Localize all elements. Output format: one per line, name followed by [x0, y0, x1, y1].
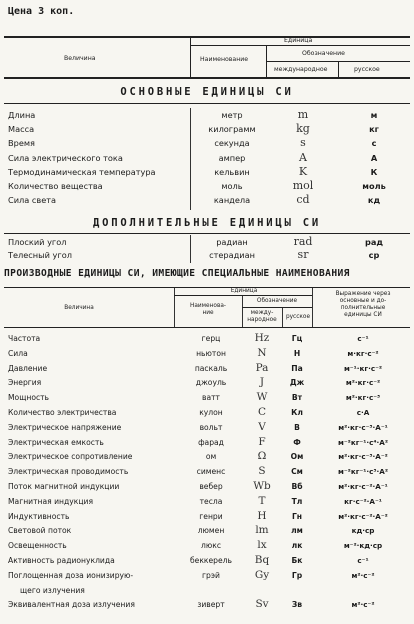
table-row — [0, 509, 414, 526]
table-row — [0, 494, 414, 511]
cell-nm: беккерель — [189, 556, 233, 565]
cell-rus: Ом — [290, 452, 304, 462]
cell-expr: м⁻¹·кг·с⁻² — [343, 363, 383, 373]
derived-header-designation: Обозначение — [256, 298, 298, 304]
derived-table-header — [4, 287, 410, 327]
cell-intl: lm — [255, 524, 269, 537]
cell-rus: Н — [293, 348, 301, 358]
cell-rus: лк — [291, 541, 303, 551]
cell-expr: кг·с⁻²·А⁻¹ — [344, 496, 382, 506]
cell-intl: W — [256, 391, 268, 404]
table-row — [0, 568, 414, 585]
cell-rus: Гн — [291, 511, 303, 521]
derived-header-quantity: Величина — [64, 305, 94, 311]
cell-nm: метр — [221, 110, 243, 120]
base-table-header — [4, 36, 410, 78]
price-label: Цена 3 коп. — [8, 6, 75, 17]
cell-intl: Ω — [257, 450, 267, 463]
header-russian: русское — [354, 66, 380, 73]
cell-name: Поглощенная доза ионизирую- — [8, 570, 134, 580]
table-row — [0, 124, 414, 139]
cell-expr: м²·с⁻² — [351, 600, 375, 610]
cell-rus: Вб — [291, 482, 303, 491]
cell-name: Поток магнитной индукции — [8, 482, 120, 491]
cell-rus: Зв — [291, 600, 303, 610]
cell-nm: джоуль — [195, 378, 227, 388]
table-row — [0, 346, 414, 363]
cell-nm: паскаль — [194, 363, 228, 373]
cell-nm: секунда — [214, 138, 250, 149]
cell-name: Индуктивность — [8, 511, 70, 521]
cell-name: Электрическая емкость — [8, 437, 104, 447]
table-row — [0, 195, 414, 210]
cell-expr: м⁻²кг⁻¹·с³·А² — [338, 467, 388, 477]
cell-rus: Дж — [289, 378, 305, 388]
cell-intl: Gy — [254, 568, 270, 581]
cell-intl: Bq — [254, 554, 270, 566]
cell-intl: A — [299, 150, 307, 164]
cell-name: Количество вещества — [8, 181, 103, 191]
cell-intl: H — [257, 509, 267, 522]
cell-expr: м·кг·с⁻² — [347, 348, 379, 358]
cell-expr: м²·кг·с⁻²·А⁻² — [338, 511, 388, 521]
table-row — [0, 482, 414, 496]
derived-header-russian: русское — [285, 314, 311, 320]
cell-name: Сила электрического тока — [8, 152, 123, 163]
divider — [4, 233, 410, 234]
column-divider — [190, 235, 191, 263]
cell-intl: F — [258, 435, 266, 448]
table-row — [0, 138, 414, 153]
cell-intl: C — [257, 406, 267, 418]
table-row — [0, 250, 414, 265]
cell-nm: фарад — [198, 437, 224, 447]
cell-nm: вольт — [199, 422, 223, 432]
cell-rus: См — [291, 467, 303, 477]
cell-name: Телесный угол — [8, 250, 72, 260]
cell-nm: грэй — [202, 570, 220, 580]
cell-expr: м⁻²·кд·ср — [343, 541, 383, 551]
table-row — [0, 150, 414, 168]
cell-intl: N — [257, 346, 267, 359]
cell-rus: К — [370, 166, 378, 177]
cell-expr: м²·с⁻² — [351, 570, 375, 580]
cell-name: Электрическая проводимость — [8, 467, 129, 477]
cell-name: Мощность — [8, 393, 50, 403]
table-row — [0, 110, 414, 125]
header-name: Наименование — [200, 56, 249, 63]
cell-name: Электрическое сопротивление — [8, 452, 133, 462]
cell-nm: сименс — [196, 467, 226, 477]
cell-intl: Sv — [255, 598, 269, 611]
cell-rus: моль — [362, 181, 386, 191]
cell-nm: зиверт — [197, 600, 225, 610]
derived-header-expression: Выражение через основные и до- полнительные единицы СИ — [335, 291, 391, 318]
cell-nm: кулон — [199, 408, 223, 417]
cell-rus: Кл — [291, 408, 303, 417]
cell-nm: кельвин — [214, 166, 250, 177]
cell-name: Сила света — [8, 195, 57, 206]
table-row — [0, 556, 414, 570]
supp-section-title: ДОПОЛНИТЕЛЬНЫЕ ЕДИНИЦЫ СИ — [92, 217, 322, 229]
cell-rus: Гц — [291, 334, 303, 343]
cell-rus: Ф — [293, 437, 301, 447]
derived-header-international: между- народное — [247, 310, 277, 323]
cell-rus: Вт — [291, 393, 303, 403]
cell-expr: м²·кг·с⁻²·А⁻¹ — [338, 482, 388, 491]
cell-name: Освещенность — [8, 541, 67, 551]
cell-nm: герц — [201, 334, 221, 343]
cell-rus: Бк — [291, 556, 303, 565]
cell-rus: ср — [368, 250, 380, 260]
cell-name: Энергия — [8, 378, 42, 388]
cell-intl: J — [259, 376, 265, 389]
cell-expr: с⁻¹ — [357, 556, 369, 565]
cell-rus: А — [370, 152, 378, 163]
cell-rus: лм — [291, 526, 303, 536]
cell-name: щего излучения — [20, 585, 85, 595]
base-section-title: ОСНОВНЫЕ ЕДИНИЦЫ СИ — [120, 86, 294, 98]
cell-name: Масса — [8, 124, 35, 135]
table-row — [0, 600, 414, 614]
cell-nm: вебер — [199, 482, 223, 491]
cell-intl: kg — [296, 122, 310, 136]
derived-section-title: ПРОИЗВОДНЫЕ ЕДИНИЦЫ СИ, ИМЕЮЩИЕ СПЕЦИАЛЬНЫЕ НАИМЕНОВАНИЯ — [4, 268, 350, 279]
cell-expr: м²·кг·с⁻³ — [345, 393, 381, 403]
cell-nm: килограмм — [208, 124, 256, 135]
table-row — [0, 586, 414, 600]
cell-name: Частота — [8, 334, 41, 343]
cell-name: Электрическое напряжение — [8, 422, 122, 432]
cell-name: Время — [8, 138, 35, 149]
table-row — [0, 420, 414, 437]
cell-nm: кандела — [213, 195, 251, 206]
cell-rus: В — [294, 422, 300, 432]
table-row — [0, 435, 414, 452]
header-quantity: Величина — [64, 55, 96, 62]
cell-intl: cd — [296, 193, 310, 207]
cell-nm: генри — [199, 511, 223, 521]
cell-name: Количество электричества — [8, 408, 117, 417]
cell-rus: кг — [369, 124, 379, 135]
table-row — [0, 378, 414, 392]
cell-expr: с⁻¹ — [357, 334, 369, 343]
divider — [4, 103, 410, 104]
derived-header-unit: Единица — [230, 288, 258, 294]
cell-intl: m — [297, 108, 309, 121]
derived-header-name: Наименова- ние — [189, 303, 226, 316]
cell-intl: sr — [297, 248, 309, 261]
cell-rus: кд — [367, 195, 381, 206]
cell-rus: Тл — [291, 496, 303, 506]
cell-nm: моль — [221, 181, 243, 191]
cell-nm: ом — [205, 452, 217, 462]
cell-nm: стерадиан — [209, 250, 255, 260]
table-row — [0, 361, 414, 378]
cell-rus: Гр — [291, 570, 303, 580]
cell-expr: м⁻²кг⁻¹·с⁴·А² — [338, 437, 388, 447]
cell-intl: lx — [257, 539, 267, 552]
cell-intl: Hz — [254, 332, 270, 344]
table-row — [0, 334, 414, 348]
cell-nm: радиан — [216, 237, 248, 247]
cell-rus: Па — [291, 363, 303, 373]
table-row — [0, 467, 414, 481]
cell-expr: м²·кг·с⁻³·А⁻¹ — [338, 422, 388, 432]
cell-nm: люкс — [200, 541, 221, 551]
cell-nm: ампер — [218, 152, 246, 163]
cell-expr: м²·кг·с⁻² — [345, 378, 381, 388]
table-row — [0, 526, 414, 540]
cell-name: Активность радионуклида — [8, 556, 115, 565]
cell-intl: K — [298, 164, 308, 178]
cell-expr: кд·ср — [351, 526, 375, 536]
cell-intl: S — [258, 465, 266, 478]
table-row — [0, 393, 414, 407]
cell-rus: рад — [365, 237, 383, 247]
table-row — [0, 164, 414, 182]
cell-name: Давление — [8, 363, 48, 373]
cell-nm: ньютон — [196, 348, 226, 358]
cell-name: Эквивалентная доза излучения — [8, 600, 135, 610]
column-divider — [190, 108, 191, 210]
cell-intl: V — [258, 420, 266, 433]
header-unit: Единица — [284, 37, 313, 44]
cell-nm: ватт — [202, 393, 220, 403]
table-row — [0, 541, 414, 555]
cell-name: Термодинамическая температура — [8, 166, 156, 177]
cell-name: Магнитная индукция — [8, 496, 94, 506]
table-row — [0, 452, 414, 466]
table-row — [0, 408, 414, 422]
cell-intl: Pa — [255, 361, 269, 374]
header-designation: Обозначение — [302, 50, 345, 57]
cell-name: Сила — [8, 348, 28, 358]
cell-nm: люмен — [197, 526, 225, 536]
cell-name: Световой поток — [8, 526, 72, 536]
cell-expr: м²·кг·с⁻³·А⁻² — [338, 452, 388, 462]
cell-intl: rad — [293, 235, 313, 248]
table-row — [0, 181, 414, 196]
cell-nm: тесла — [199, 496, 223, 506]
cell-name: Плоский угол — [8, 237, 67, 247]
header-international: международное — [274, 66, 328, 73]
cell-expr: с·А — [356, 408, 370, 417]
cell-intl: Wb — [253, 480, 271, 492]
cell-rus: с — [371, 138, 377, 149]
cell-rus: м — [370, 110, 378, 120]
cell-name: Длина — [8, 110, 36, 120]
cell-intl: T — [258, 494, 266, 507]
cell-intl: s — [300, 136, 306, 150]
cell-intl: mol — [292, 179, 314, 192]
